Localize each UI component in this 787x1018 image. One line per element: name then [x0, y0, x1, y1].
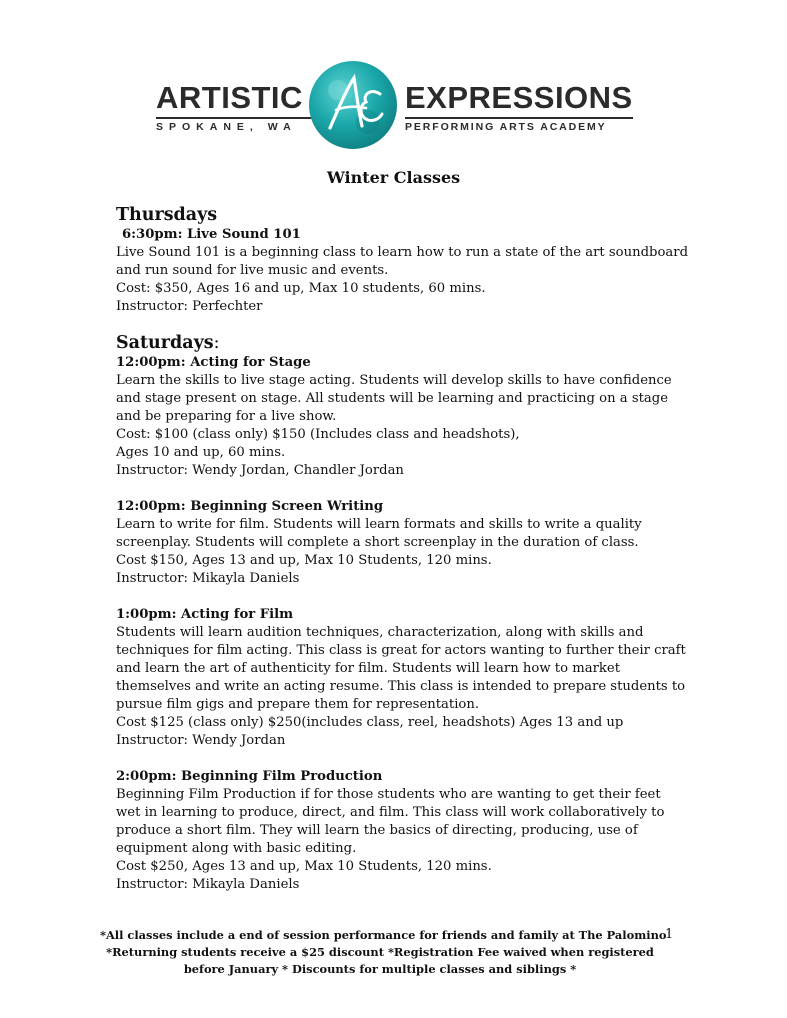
class-line: produce a short film. They will learn the basics of directing, producing, use of — [116, 823, 638, 838]
class-line: Instructor: Mikayla Daniels — [116, 571, 300, 586]
class-line: Cost: $100 (class only) $150 (Includes class and headshots), — [116, 427, 520, 442]
class-line: pursue film gigs and prepare them for representation. — [116, 697, 480, 712]
class-line: Instructor: Wendy Jordan, Chandler Jordan — [116, 463, 404, 478]
class-heading: 1:00pm: Acting for Film — [116, 607, 294, 622]
footer-line: before January * Discounts for multiple classes and siblings * — [183, 962, 577, 976]
class-line: Students will learn audition techniques, characterization, along with skills and — [116, 625, 644, 640]
class-line: Live Sound 101 is a beginning class to learn how to run a state of the art soundboard — [116, 245, 689, 260]
footer-notes — [100, 927, 667, 978]
class-line: and learn the art of authenticity for film. Students will learn how to market — [116, 661, 620, 676]
day-heading-saturdays-text: Saturdays — [116, 333, 214, 353]
class-line: Learn the skills to live stage acting. Students will develop skills to have confidence — [116, 373, 672, 388]
class-line: and stage present on stage. All students will be learning and practicing on a stage — [116, 391, 669, 406]
day-heading-colon: : — [213, 333, 220, 353]
class-line: Instructor: Perfechter — [116, 299, 263, 314]
class-line: Cost $125 (class only) $250(includes class, reel, headshots) Ages 13 and up — [116, 715, 624, 730]
class-heading: 6:30pm: Live Sound 101 — [122, 227, 301, 242]
class-schedule — [116, 204, 716, 894]
class-line: Cost: $350, Ages 16 and up, Max 10 students, 60 mins. — [116, 281, 486, 296]
class-line: Instructor: Mikayla Daniels — [116, 877, 300, 892]
class-line: Cost $250, Ages 13 and up, Max 10 Students, 120 mins. — [116, 859, 492, 874]
logo-subtitle-location: SPOKANE, WA — [156, 121, 297, 133]
class-line: techniques for film acting. This class is great for actors wanting to further their craft — [116, 643, 686, 658]
class-line: wet in learning to produce, direct, and film. This class will work collaboratively to — [116, 805, 665, 820]
class-line: and run sound for live music and events. — [116, 263, 389, 278]
logo-rule-left — [156, 117, 312, 119]
logo-monogram-circle-icon — [308, 60, 398, 150]
footer-line: *All classes include a end of session performance for friends and family at The Palomino — [100, 928, 667, 942]
academy-logo — [150, 60, 640, 160]
logo-word-expressions: EXPRESSIONS — [405, 80, 633, 115]
day-heading-thursdays: Thursdays — [116, 205, 218, 225]
footer-line: *Returning students receive a $25 discount *Registration Fee waived when registered — [106, 945, 654, 959]
class-acting-for-film — [116, 606, 716, 750]
class-heading: 12:00pm: Acting for Stage — [116, 355, 311, 370]
logo-rule-right — [405, 117, 633, 119]
class-line: Learn to write for film. Students will learn formats and skills to write a quality — [116, 517, 642, 532]
page-title: Winter Classes — [326, 168, 461, 187]
class-line: themselves and write an acting resume. This class is intended to prepare students to — [116, 679, 686, 694]
day-heading-saturdays — [116, 332, 716, 354]
class-line: Ages 10 and up, 60 mins. — [116, 445, 286, 460]
class-line: screenplay. Students will complete a short screenplay in the duration of class. — [116, 535, 639, 550]
class-line: Cost $150, Ages 13 and up, Max 10 Students, 120 mins. — [116, 553, 492, 568]
class-beginning-film-production — [116, 768, 716, 894]
class-heading: 12:00pm: Beginning Screen Writing — [116, 499, 384, 514]
logo-word-artistic: ARTISTIC — [156, 80, 303, 115]
class-live-sound — [116, 226, 716, 316]
class-heading: 2:00pm: Beginning Film Production — [116, 769, 383, 784]
class-line: and be preparing for a live show. — [116, 409, 337, 424]
class-line: Instructor: Wendy Jordan — [116, 733, 286, 748]
class-line: equipment along with basic editing. — [116, 841, 357, 856]
class-line: Beginning Film Production if for those students who are wanting to get their feet — [116, 787, 661, 802]
logo-subtitle-academy: PERFORMING ARTS ACADEMY — [405, 121, 607, 133]
class-beginning-screen-writing — [116, 498, 716, 588]
class-acting-for-stage — [116, 354, 716, 480]
page-number: 1 — [665, 927, 674, 942]
